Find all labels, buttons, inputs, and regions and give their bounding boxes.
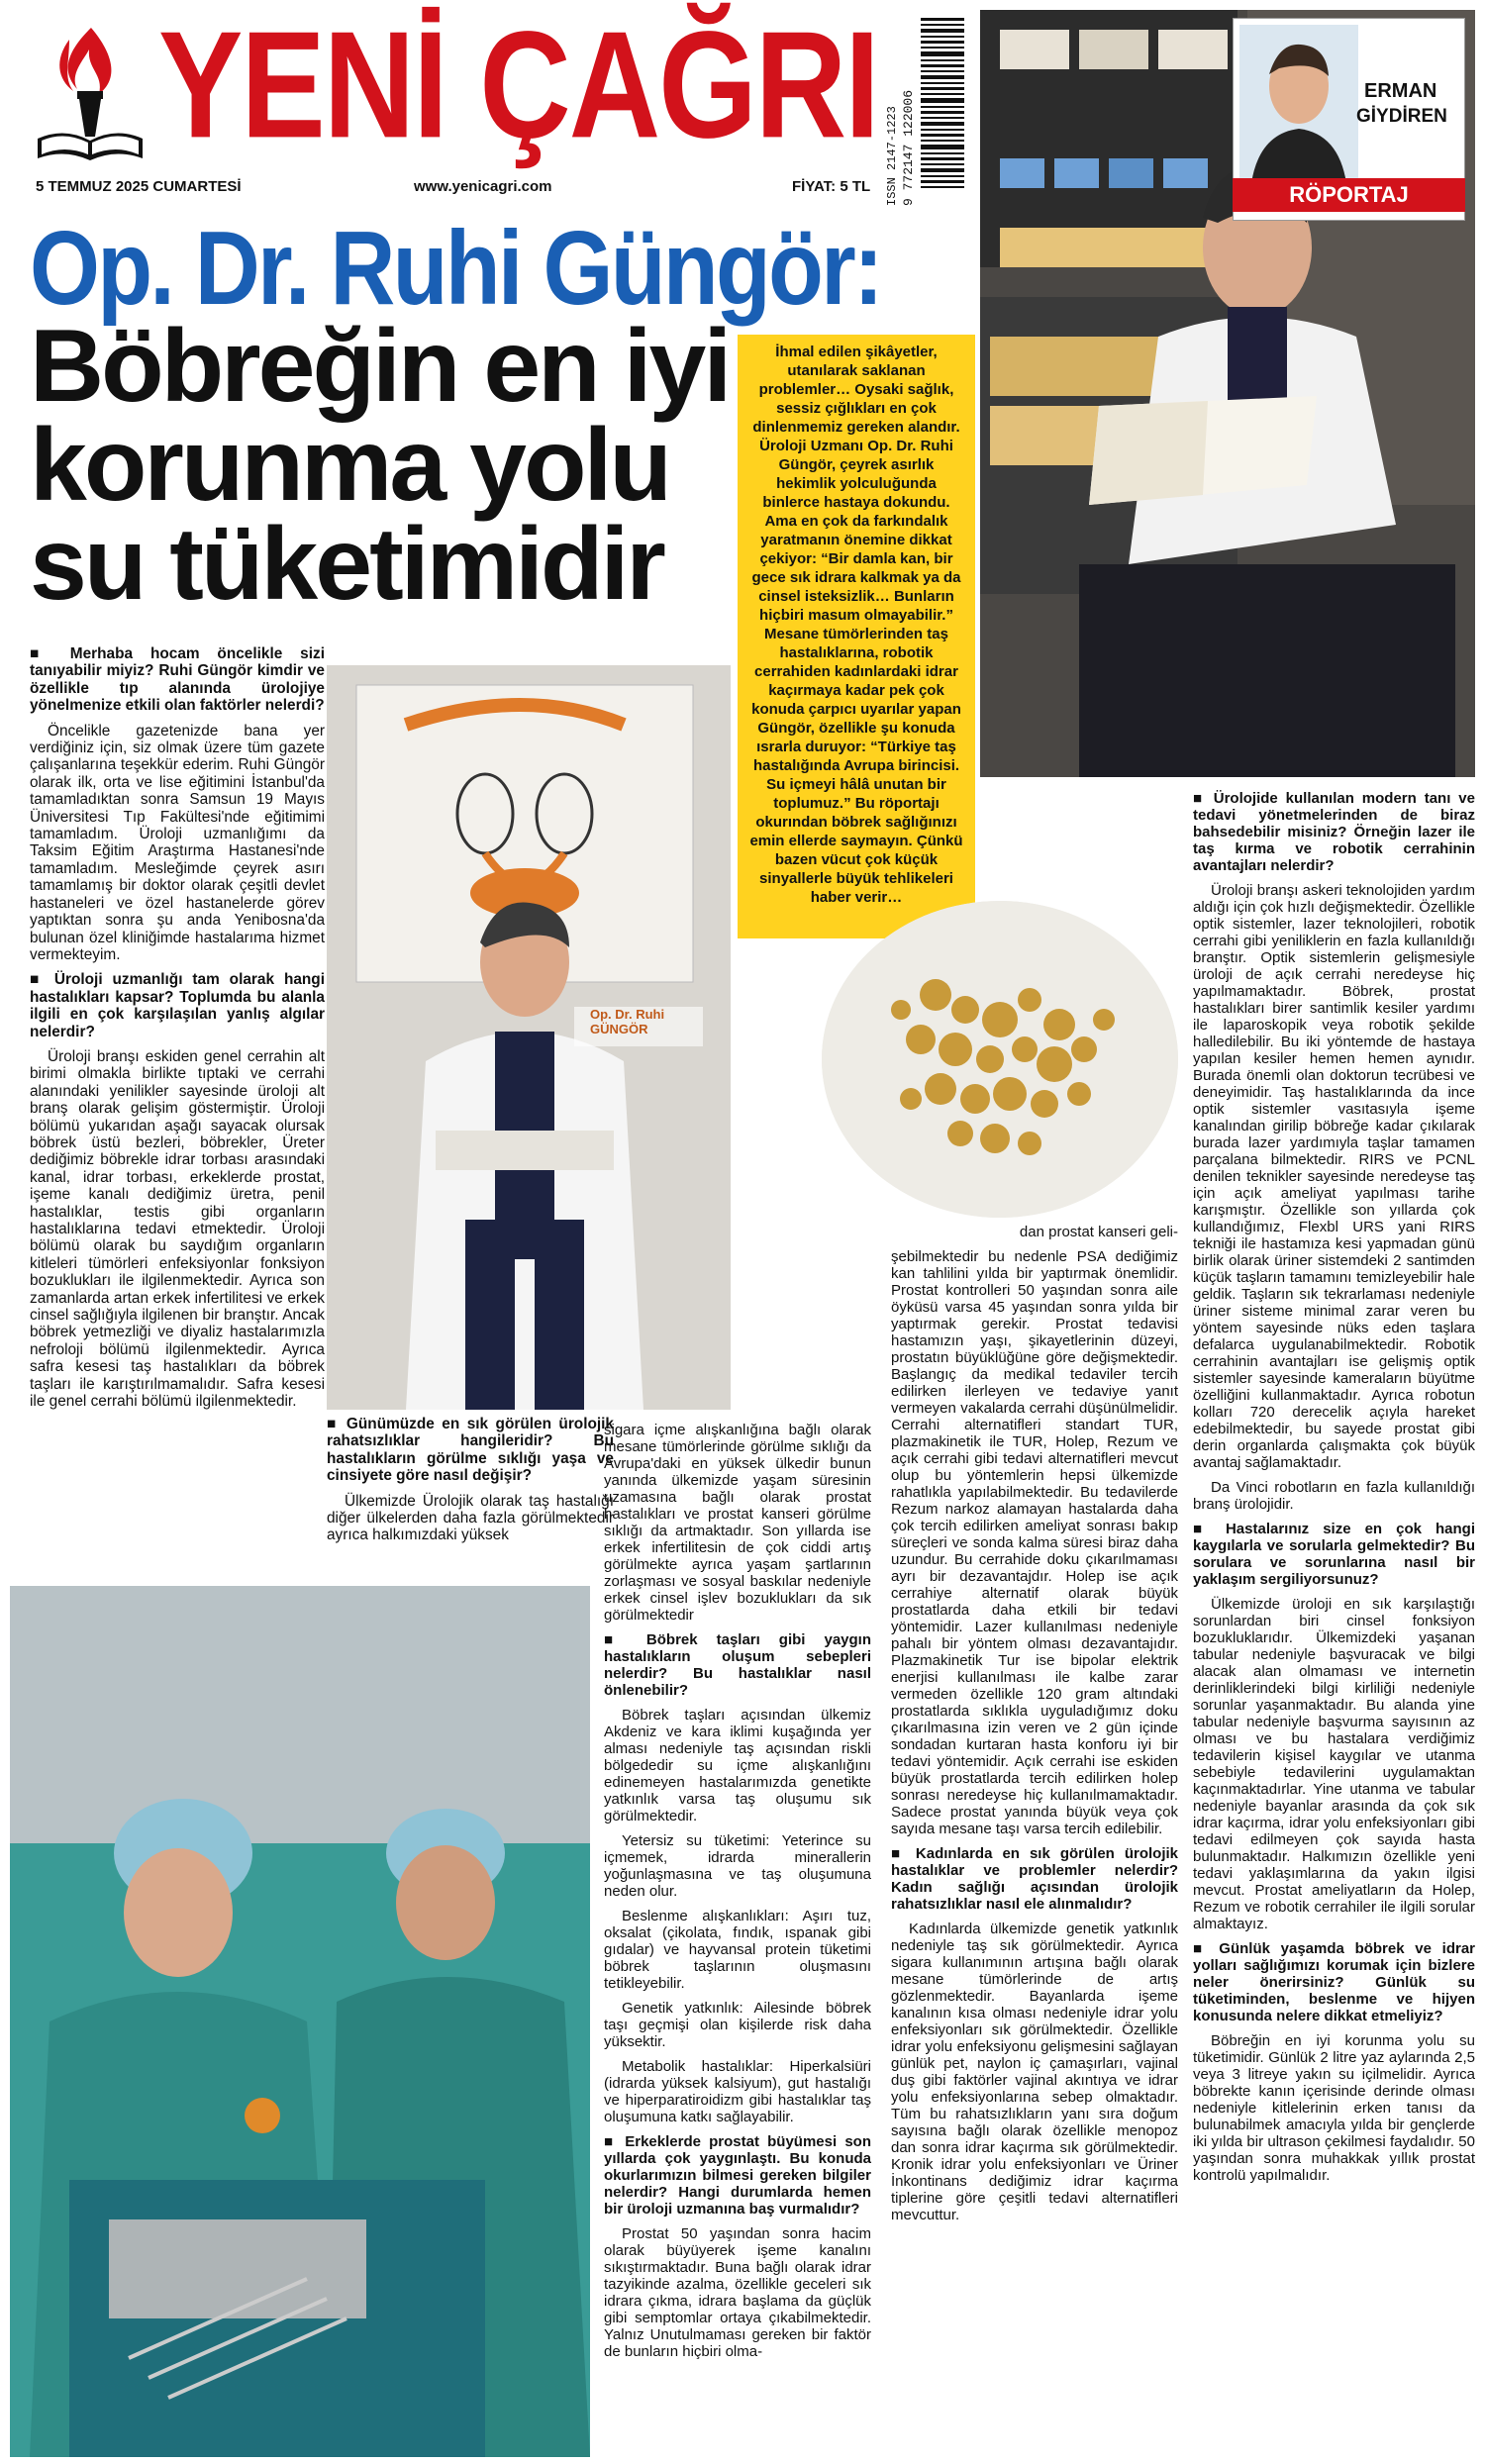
article-column-1 xyxy=(30,645,325,1418)
question-1: ■ Merhaba hocam öncelikle sizi tanıyabilir miyiz? Ruhi Güngör kimdir ve özellikle tıp alanında ürolojiye yönelmenize etkili olan faktörler nelerdi? xyxy=(30,645,325,715)
question-5: ■ Erkeklerde prostat büyümesi son yıllarda çok yaygınlaştı. Bu konuda okurlarımızın bilmesi gereken bilgiler nelerdir? Hangi durumlarda hemen bir üroloji uzmanına baş vurmalıdır? xyxy=(604,2133,871,2218)
question-6: ■ Kadınlarda en sık görülen ürolojik hastalıklar ve problemler nelerdir? Kadın sağlığı açısından ürolojik rahatsızlıklar nasıl ele alınmalıdır? xyxy=(891,1845,1178,1913)
article-column-4 xyxy=(891,1224,1178,2231)
kidney-stones-photo xyxy=(822,901,1178,1218)
headline-main: Böbreğin en iyi korunma yolu su tüketimidir xyxy=(30,309,730,622)
answer-4-intro: Böbrek taşları açısından ülkemiz Akdeniz ve kara iklimi kuşağında yer alması nedeniyle taş açısından riskli bölgededir su içme alışkanlığını edinemeyen hastalarımızda genetikte yatkınlık varsa taş oluşumu sık görülmektedir. xyxy=(604,1707,871,1824)
reporter-last-name: GİYDİREN xyxy=(1356,106,1447,127)
answer-9: Böbreğin en iyi korunma yolu su tüketimidir. Günlük 2 litre yaz aylarında 2,5 veya 3 litreye yakın su içilmelidir. Ayrıca böbrekte kanın içerisinde derinde olması nedeniyle kitlelerinin erken tanısı da bulunabilmek amacıyla yılda bir gençlerde iki yılda bir ultrason çekilmesi faydalıdır. 50 yaşından sonra muhakkak yıllık prostat kontrolü yapılmalıdır. xyxy=(1193,2032,1475,2184)
barcode-number: 9 772147 122006 xyxy=(901,89,916,206)
article-column-3 xyxy=(604,1422,871,2368)
answer-5-continued: şebilmektedir bu nedenle PSA dediğimiz kan tahlilini yılda bir yaptırmak önemlidir. Prostat kontrolleri 50 yaşından sonra aile öyküsü varsa 45 yaşından sonra yılda bir yaptırmak gerekir. Prostat tedavisi hastamızın yaşı, şikayetlerinin düzeyi, prostatın büyüklüğüne göre değişmektedir. Başlangıç da medikal tedaviler tercih edilirken ilerleyen ve tedaviye yanıt vermeyen vakalarda cerrahi düşünülmelidir. Cerrahi alternatifleri standart TUR, plazmakinetik ile TUR, Holep, Rezum ve açık cerrahi gibi tedavi alternatifleri mevcut olup bu yöntemlerin hepsi ülkemizde rahatlıkla yapılabilmektedir. Bu tedavilerde Rezum narkoz alamayan hastalarda daha çok tercih edilirken ameliyat sonrası bakıp süreçleri ve sonda kalma süresi biraz daha uzundur. Bu cerrahide doku çıkarılmaması ayrı bir dezavantajdır. Holep ise açık cerrahiye alternatif olarak büyük prostatlarda daha etkili bir tedavi yöntemidir. Lazer kullanılması nedeniyle pahalı bir yöntem olması dezavantajıdır. Plazmakinetik Tur ise bipolar elektrik enerjisi kullanılması ile kalbe zarar vermeden özellikle 120 gram altındaki prostatlarda sıklıkla uyguladığımız doku çıkarılmasına izin veren ve 2 gün içinde sondadan kurtaran hasta konforu iyi bir tedavi yöntemidir. Açık cerrahi ise eskiden büyük prostatlarda tercih edilirken holep sonrası neredeyse hiç kullanılmamaktadır. Sadece prostat yanında büyük veya çok sayıda mesane taşı varsa tercih edilebilir. xyxy=(891,1248,1178,1837)
website-link[interactable]: www.yenicagri.com xyxy=(414,178,552,195)
masthead-info-bar xyxy=(30,176,891,198)
barcode xyxy=(881,10,970,208)
question-9: ■ Günlük yaşamda böbrek ve idrar yolları sağlığımızı korumak için bizlere neler önerirsiniz? Günlük su tüketiminden, beslenme ve hijyen konusunda nelere dikkat etmeliyiz? xyxy=(1193,1940,1475,2024)
answer-6: Kadınlarda ülkemizde genetik yatkınlık nedeniyle taş sık görülmektedir. Ayrıca sigara kullanımının artışına bağlı olarak mesane tümörlerinde de artış gözlenmektedir. Bayanlarda işeme kanalının kısa olması nedeniyle idrar yolu enfeksiyonları sık görülmektedir. Özellikle idrar yolu enfeksiyonu gelişmesini sağlayan günlük pet, naylon iç çamaşırları, vajinal duş gibi faktörler vajinal akıntıya ve idrar yolu enfeksiyonlarına sebep olmaktadır. Tüm bu rahatsızlıkların yanı sıra doğum sayısına bağlı olarak özellikle menopoz dan sonra idrar kaçırma sık görülmektedir. Kronik idrar yolu enfeksiyonları ve Üriner İnkontinans dediğimiz idrar kaçırma tiplerine göre çeşitli tedavi alternatifleri mevcuttur. xyxy=(891,1921,1178,2223)
price-label: FİYAT: 5 TL xyxy=(792,178,871,195)
article-column-2 xyxy=(327,1416,614,1552)
question-7: ■ Ürolojide kullanılan modern tanı ve tedavi yönetmelerinden de biraz bahsedebilir misiniz? Örneğin lazer ile taş kırma ve robotik cerrahinin avantajları nelerdir? xyxy=(1193,790,1475,874)
answer-8: Ülkemizde üroloji en sık karşılaştığı sorunlardan biri cinsel fonksiyon bozukluklarıdır. Ülkemizdeki yaşanan tabular nedeniyle başvuracak ve bilgi alacak alan olmaması ve internetin derinliklerindeki bilgi kirliliği nedeniyle sorunlar yaşanmaktadır. Bu alanda yine tabular nedeniyle başvurma sayısının az olması ve bu hastalara verdiğimiz tedavilerin kişisel kaygılar ve utanma sebebiyle tedavilerini uygulamaktan kaçınmaktadırlar. Yine utanma ve tabular nedeniyle bayanlar arasında da çok sık idrar kaçırma, idrar yolu enfeksiyonları gibi tedavi edilmeyen çok sayıda hasta bulunmaktadır. Halkımızın özellikle yeni tedavi yaklaşımlarına da yakın ilgisi mevcut. Prostat ameliyatların da Holep, Rezum ve robotik cerrahiler ile ilgili sorular almaktayız. xyxy=(1193,1596,1475,1932)
answer-5: Prostat 50 yaşından sonra hacim olarak büyüyerek işeme kanalını sıkıştırmaktadır. Buna bağlı olarak idrar tazyikinde azalma, özellikle geceleri sık idrara çıkma, idrara başlama da güçlük gibi semptomlar ortaya çıkabilmektedir. Yalnız Unutulmaması gereken bir faktör de bunların hiçbiri olma- xyxy=(604,2225,871,2360)
question-4: ■ Böbrek taşları gibi yaygın hastalıkların oluşum sebepleri nelerdir? Bu hastalıklar nasıl önlenebilir? xyxy=(604,1631,871,1699)
answer-1: Öncelikle gazetenizde bana yer verdiğiniz için, siz olmak üzere tüm gazete çalışanlarına teşekkür ederim. Ruhi Güngör olarak ilk, orta ve lise eğitimini İstanbul'da tamamladıktan sonra Samsun 19 Mayıs Üniversitesi Tıp Fakültesi'nde eğitimimi tamamladım. Üroloji uzmanlığımı da Taksim Eğitim Araştırma Hastanesi'nde tamamladım. Mesleğimde çeyrek asırı tamamlamış bir doktor olarak çeşitli devlet hastaneleri ve özel hastanelerde görev yaptıktan sonra şu anda Yenibosna'da bulunan özel kliniğimde hastalarıma hizmet vermekteyim. xyxy=(30,722,325,963)
answer-7-robots: Da Vinci robotların en fazla kullanıldığı branş ürolojidir. xyxy=(1193,1479,1475,1513)
article-column-5 xyxy=(1193,790,1475,2192)
section-label: RÖPORTAJ xyxy=(1233,178,1465,212)
issn-label: ISSN 2147-1223 xyxy=(885,106,899,206)
intro-summary-box: İhmal edilen şikâyetler, utanılarak saklanan problemler… Oysaki sağlık, sessiz çığlıkları en çok dinlenmemiz gereken alandır. Üroloji Uzmanı Op. Dr. Ruhi Güngör, çeyrek asırlık hekimlik yolculuğunda binlerce hastaya dokundu. Ama en çok da farkındalık yaratmanın önemine dikkat çekiyor: “Bir damla kan, bir gece sık idrara kalkmak ya da cinsel isteksizlik… Bunların hiçbiri masum olmayabilir.” Mesane tümörlerinden taş hastalıklarına, robotik cerrahiden kadınlardaki idrar kaçırmaya kadar pek çok konuda çarpıcı uyarılar yapan Güngör, özellikle şu konuda ısrarla duruyor: “Türkiye taş hastalığında Avrupa birincisi. Su içmeyi hâlâ unutan bir toplumuz.” Bu röportajı okurından böbrek sağlığınızı emin ellerde saymayın. Çünkü bazen vücut çok küçük sinyallerle büyük tehlikeleri haber verir… xyxy=(738,335,975,938)
doctor-standing-photo xyxy=(327,665,731,1410)
issue-date: 5 TEMMUZ 2025 CUMARTESİ xyxy=(36,178,242,195)
surgery-photo xyxy=(10,1586,590,2457)
answer-5-continued-head: dan prostat kanseri geli- xyxy=(1019,1224,1178,1240)
headline-name: Op. Dr. Ruhi Güngör: xyxy=(30,210,881,327)
question-2: ■ Üroloji uzmanlığı tam olarak hangi hastalıkları kapsar? Toplumda bu alanla ilgili en çok karşılaşılan yanlış algılar nelerdir? xyxy=(30,971,325,1040)
doctor-wall-sign: Op. Dr. Ruhi GÜNGÖR xyxy=(590,1007,665,1036)
answer-7: Üroloji branşı askeri teknolojiden yardım aldığı için çok hızlı değişmektedir. Özellikle optik sistemler, lazer teknolojileri, robotik cerrahi gibi yeniliklerin en fazla kullanıldığı branştır. Optik sistemlerin gelişmesiyle üroloji de açık cerrahi neredeyse hiç yapılmamaktadır. Böbrek, prostat hastalıkları birer santimlik kesiler yardımı ile laparoskopik veya robotik şekilde halledilebilir. Bu iki yöntemde de hastaya yapılan kesiler hemen hemen aynıdır. Burada önemli olan doktorun tecrübesi ve deneyimidir. Taş hastalıklarında da ince optik sistemler vasıtasıyla işeme kanalından girilip böbreğe kadar çıkılarak burada lazer yardımıyla taşlar tamamen parçalana bilmektedir. RIRS ve PCNL denilen teknikler sayesinde neredeyse taş için açık ameliyat yapılması tarihe karışmıştır. Özellikle son yıllarda çok kullandığımız, Flexbl URS yani RIRS tekniği ile hastamıza kesi yapmadan günü birlik olarak üriner sistemdeki 2 santimden küçük taşların tamamını temizleyebilir hale geldik. Taşların sık tekrarlaması nedeniyle üriner sisteme minimal zarar veren bu yöntem sayesinde nüks eden taşlara defalarca uygulanabilmektedir. Robotik cerrahinin avantajları ise gelişmiş optik sistemler sayesinde kameraların büyütme özelliğini kullanmaktadır. Ayrıca robotun kolları 720 derecelik açıyla hareket edebilmektedir, bu sayede prostat gibi derin organlarda çalışmakta çok büyük avantaj sağlamaktadır. xyxy=(1193,882,1475,1471)
answer-2: Üroloji branşı eskiden genel cerrahin alt birimi olmakla birlikte tıptaki ve cerrahi alanındaki yenilikler sayesinde üroloji alt branş olarak gelişim göstermiştir. Üroloji bölümü yukarıdan aşağı sayacak olursak böbrek üstü bezleri, böbrekler, Üreter dediğimiz böbrekle idrar torbası arasındaki kanal, idrar torbası, erkeklerde prostat, işeme kanalı dediğimiz üretra, penil hastalıklar, testis gibi organların hastalıklarına tedavi etmektedir. Üroloji bölümü olarak bu saydığım organların kitleleri tümörleri enfeksiyonlar fonksiyon bozuklukları ile ilgilenmektedir. Ayrıca son zamanlarda artan erkek infertilitesi ve erkek cinsel sağlığıyla ilgilenen bir branştır. Ancak böbrek yetmezliği ve diyaliz hastalarımızla nefroloji bölümü ilgilenmektedir. Ayrıca safra kesesi taş hastalıkları da böbrek taşları ile karıştırılmamalıdır. Safra kesesi ile genel cerrahi bölümü ilgilenmektedir. xyxy=(30,1047,325,1411)
masthead-title: YENİ ÇAĞRI xyxy=(158,0,878,171)
answer-4-diet: Beslenme alışkanlıkları: Aşırı tuz, oksalat (çikolata, fındık, ıspanak gibi gıdalar) ve hayvansal protein tüketimi böbrek taşlarının oluşmasını tetikleyebilir. xyxy=(604,1908,871,1992)
reporter-first-name: ERMAN xyxy=(1364,80,1437,102)
answer-4-metabolic: Metabolik hastalıklar: Hiperkalsiüri (idrarda yüksek kalsiyum), gut hastalığı ve hiperparatiroidizm gibi hastalıklar taş oluşumuna katkı sağlayabilir. xyxy=(604,2058,871,2125)
answer-4-genetics: Genetik yatkınlık: Ailesinde böbrek taşı geçmişi olan kişilerde risk daha yüksektir. xyxy=(604,2000,871,2050)
question-8: ■ Hastalarınız size en çok hangi kaygılarla ve sorularla gelmektedir? Bu sorulara ve sorunlarına nasıl bir yaklaşım sergiliyorsunuz? xyxy=(1193,1521,1475,1588)
question-3: ■ Günümüzde en sık görülen ürolojik rahatsızlıklar hangileridir? Bu hastalıkların görülme sıklığı yaşa ve cinsiyete göre nasıl değişir? xyxy=(327,1416,614,1485)
answer-4-water: Yetersiz su tüketimi: Yeterince su içmemek, idrarda minerallerin yoğunlaşmasına ve taş oluşumuna neden olur. xyxy=(604,1832,871,1900)
answer-3: Ülkemizde Ürolojik olarak taş hastalığı diğer ülkelerden daha fazla görülmektedir ayrıca halkımızdaki yüksek xyxy=(327,1492,614,1544)
answer-3-continued: sigara içme alışkanlığına bağlı olarak mesane tümörlerinde görülme sıklığı da Avrupa'daki en yüksek ülkedir bunun yanında ülkemizde yaşam süresinin uzamasına bağlı olarak prostat hastalıkları ve prostat kanseri görülme sıklığı da artmaktadır. Son yıllarda ise erkek infertilitesin de çok ciddi artış görülmekte ayrıca yaşam şartlarının zorlaşması ve sosyal baskılar nedeniyle erkek cinsel işlev bozuklukları da sık görülmektedir xyxy=(604,1422,871,1624)
